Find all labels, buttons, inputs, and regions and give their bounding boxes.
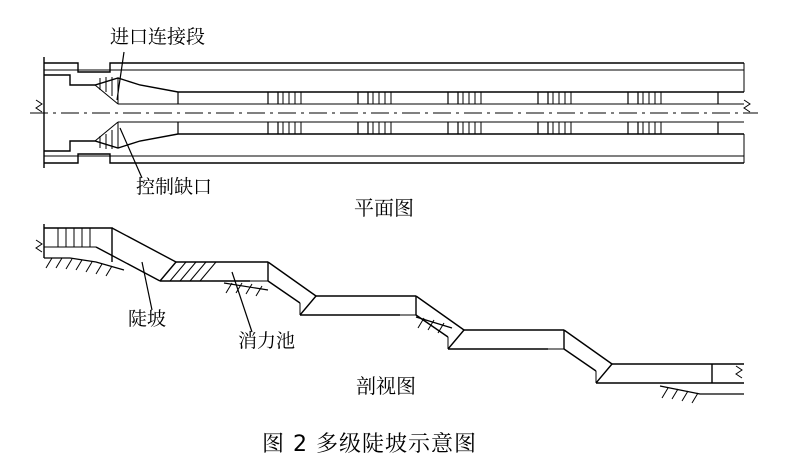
section-break-right (736, 366, 742, 378)
plan-top-outer-bank (44, 63, 744, 72)
annotation-inlet-transition: 进口连接段 (110, 26, 206, 48)
leader-inlet-transition (117, 52, 124, 100)
plan-hatch-bottom (283, 122, 661, 134)
plan-view-label: 平面图 (354, 196, 414, 220)
section-chute-1-top (112, 228, 176, 262)
section-ground-hatch-basin1 (226, 283, 262, 296)
annotation-stilling-basin: 消力池 (238, 330, 296, 352)
section-basin-2-left (300, 296, 316, 315)
section-view-label: 剖视图 (356, 374, 416, 398)
annotation-steep-slope: 陡坡 (128, 308, 167, 330)
leader-steep-slope (142, 262, 152, 310)
plan-break-right (744, 100, 750, 112)
section-basin-1-hatch (170, 262, 216, 281)
section-top-platform (44, 228, 112, 262)
section-chute-2-top (268, 262, 316, 296)
section-chute-1-bottom (96, 247, 160, 281)
plan-break-left (36, 100, 42, 112)
plan-hatch-top (283, 92, 661, 104)
section-basin-1-left (160, 262, 176, 281)
section-ground-hatch-left (46, 258, 112, 276)
section-basin-3-left (448, 330, 464, 349)
section-chute-2-bottom (268, 281, 300, 303)
section-basin-4-left (596, 364, 612, 383)
plan-bottom-outer-bank (44, 154, 744, 163)
plan-top-inner-wall (44, 75, 744, 92)
section-break-left (36, 240, 42, 252)
leader-control-notch (120, 128, 142, 178)
section-top-hatch (58, 228, 90, 247)
annotation-control-notch: 控制缺口 (136, 176, 213, 198)
section-chute-4-bottom (564, 349, 596, 371)
section-ground-right (660, 386, 744, 394)
plan-bottom-inner-wall (44, 134, 744, 151)
figure-caption: 图 2 多级陡坡示意图 (262, 432, 477, 457)
section-chute-4-top (564, 330, 612, 364)
